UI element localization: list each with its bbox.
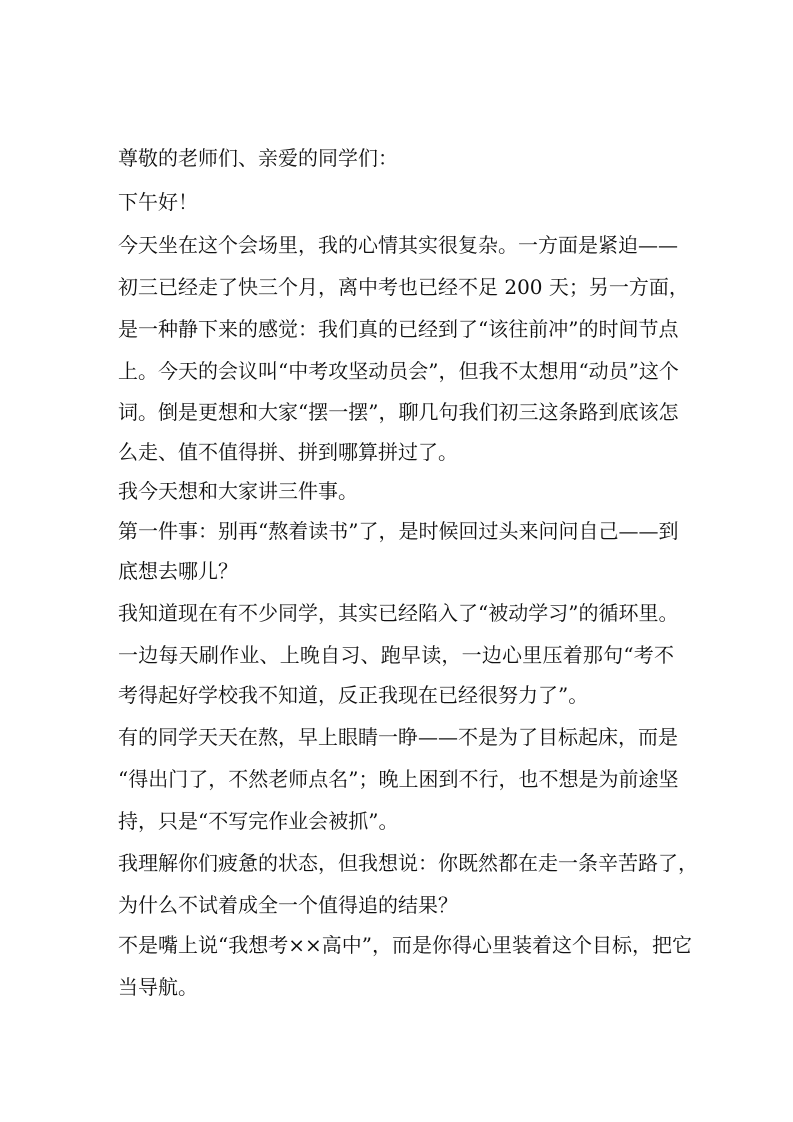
text-line: 有的同学天天在熬，早上眼睛一睁——不是为了目标起床，而是 (118, 725, 678, 749)
greeting: 下午好！ (118, 190, 198, 214)
text-line: 为什么不试着成全一个值得追的结果？ (118, 893, 458, 917)
text-line: 我知道现在有不少同学，其实已经陷入了“被动学习”的循环里。 (118, 601, 679, 625)
text-line: 初三已经走了快三个月，离中考也已经不足 200 天；另一方面， (118, 275, 689, 299)
text-line: 不是嘴上说“我想考××高中”，而是你得心里装着这个目标，把它 (118, 933, 692, 957)
text-line: 上。今天的会议叫“中考攻坚动员会”，但我不太想用“动员”这个 (118, 359, 679, 383)
text-line: 词。倒是更想和大家“摆一摆”，聊几句我们初三这条路到底该怎 (118, 400, 679, 424)
text-line: “得出门了，不然老师点名”；晚上困到不行，也不想是为前途坚 (118, 767, 679, 791)
text-line: 当导航。 (118, 975, 198, 999)
text-line: 一边每天刷作业、上晚自习、跑早读，一边心里压着那句“考不 (118, 643, 674, 667)
section-heading-line: 第一件事：别再“熬着读书”了，是时候回过头来问问自己——到 (118, 519, 679, 543)
text-line: 持，只是“不写完作业会被抓”。 (118, 809, 399, 833)
salutation: 尊敬的老师们、亲爱的同学们： (118, 146, 398, 170)
section-heading-line: 底想去哪儿？ (118, 559, 238, 583)
text-line: 考得起好学校我不知道，反正我现在已经很努力了”。 (118, 683, 589, 707)
text-line: 我今天想和大家讲三件事。 (118, 479, 358, 503)
text-line: 今天坐在这个会场里，我的心情其实很复杂。一方面是紧迫—— (118, 233, 678, 257)
text-line: 是一种静下来的感觉：我们真的已经到了“该往前冲”的时间节点 (118, 317, 679, 341)
text-line: 么走、值不值得拼、拼到哪算拼过了。 (118, 440, 458, 464)
text-line: 我理解你们疲惫的状态，但我想说：你既然都在走一条辛苦路了， (118, 851, 698, 875)
